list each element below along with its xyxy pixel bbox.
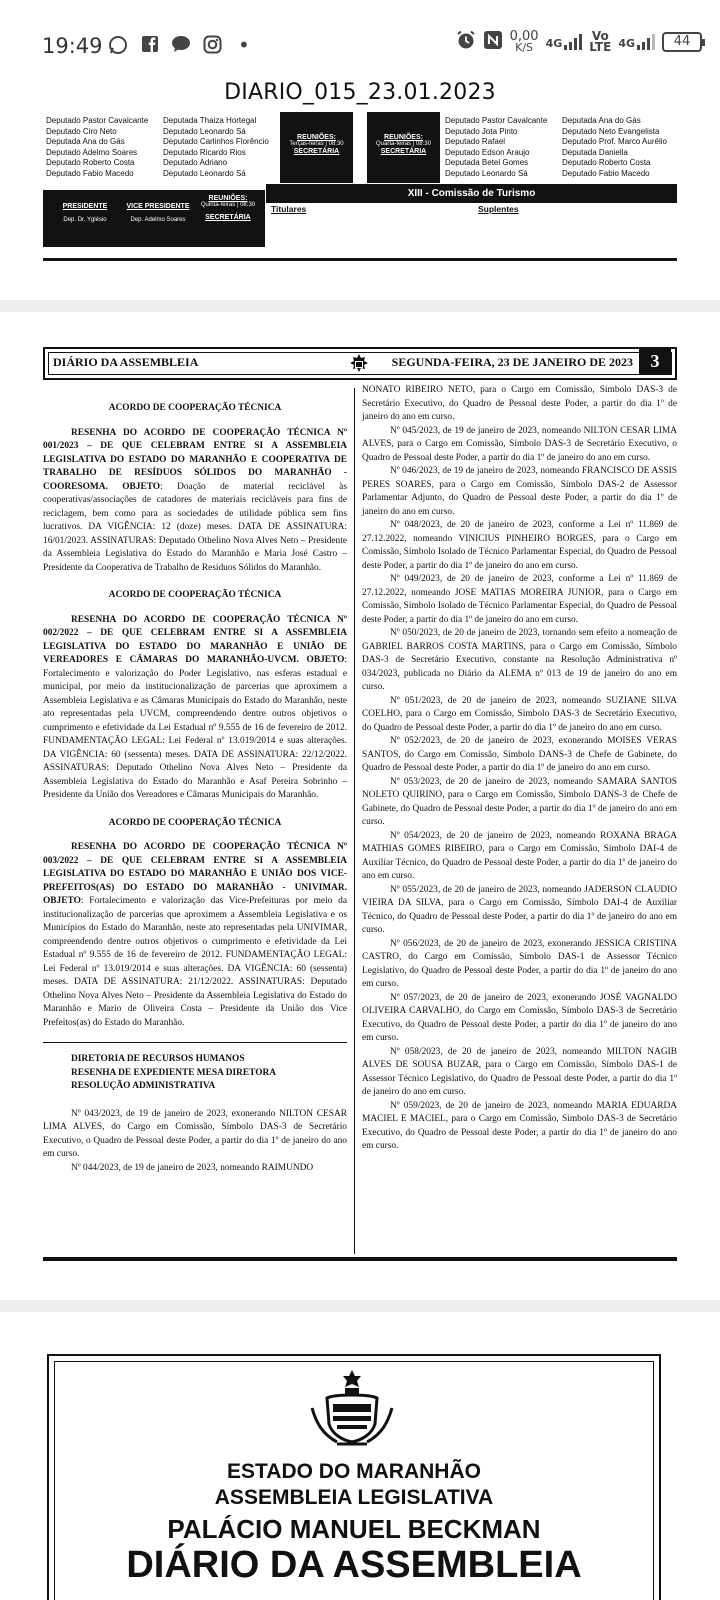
clock: 19:49 bbox=[42, 34, 103, 58]
masthead-frame bbox=[47, 1354, 661, 1600]
section-title-2: ACORDO DE COOPERAÇÃO TÉCNICA bbox=[108, 590, 282, 600]
deputies-col-c: Deputado Pastor Cavalcante Deputado Jota Pinto Deputado Rafael Deputado Edson Araujo Deputada Betel Gomes Deputado Leonardo Sá bbox=[445, 116, 548, 178]
chat-icon bbox=[171, 35, 191, 57]
page-gap bbox=[0, 300, 720, 312]
signal-1: 4G bbox=[546, 34, 583, 50]
whatsapp-icon bbox=[108, 35, 128, 59]
pdf-page-2-fragment bbox=[0, 112, 720, 300]
facebook-icon bbox=[141, 35, 159, 57]
status-right bbox=[456, 30, 702, 54]
hr-heading-1: DIRETORIA DE RECURSOS HUMANOS bbox=[71, 1054, 245, 1064]
resolution-049: Nº 049/2023, de 20 de janeiro de 2023, conforme a Lei nº 11.869 de 27.12.2022, nomeando JOSE MATIAS MOREIRA JUNIOR, para o Cargo em Comissão, Símbolo Isolado de Técnico Parlamentar Especial, do Quadro de Pessoal deste Poder, a partir do dia 1º de janeiro do ano em curso. bbox=[362, 574, 677, 625]
page-bottom-rule bbox=[43, 258, 677, 261]
agreement-002: RESENHA DO ACORDO DE COOPERAÇÃO TÉCNICA Nº 002/2022 – DE QUE CELEBRAM ENTRE SI A ASSEMBLEIA LEGISLATIVA DO ESTADO DO MARANHÃO E UNIÃO DE VEREADORES E CÂMARAS DO MARANHÃO-UVCM. OBJETO: Fortalecimento e valorização do Poder Legislativo, nas esferas estadual e municipal, por meio da institucionalização de parcerias que aproximem a Assembleia Legislativa e as Câmaras Municipais do Estado do Maranhão, neste ato representadas pela UVCM, compreendendo dentre outros objetivos o cumprimento e efetividade da Lei Estadual nº 9.555 de 16 de fevereiro de 2012. FUNDAMENTAÇÃO LEGAL: Lei Federal nº 13.019/2014 e suas alterações. DA VIGÊNCIA: 60 (sessenta) meses. DATA DE ASSINATURA: 22/12/2022. ASSINATURAS: Deputado Othelino Nova Alves Neto – Presidente da Assembleia Legislativa do Estado do Maranhão e Asaf Pereira Sobrinho – Presidente da União dos Vereadores e Câmaras Municipais do Maranhão. bbox=[43, 614, 347, 800]
resolution-044-cont: NONATO RIBEIRO NETO, para o Cargo em Comissão, Símbolo DAS-3 de Secretário Executivo, do Quadro de Pessoal deste Poder, a partir do dia 1º de janeiro do ano em curso. bbox=[362, 385, 677, 422]
section-title-1: ACORDO DE COOPERAÇÃO TÉCNICA bbox=[108, 403, 282, 413]
masthead-journal: DIÁRIO DA ASSEMBLEIA bbox=[126, 1544, 582, 1586]
resolution-059: Nº 059/2023, de 20 de janeiro de 2023, nomeando MARIA EDUARDA MACIEL E MACIEL, para o Cargo em Comissão, Símbolo DAS-3 de Secretário Executivo, do Quadro de Pessoal deste Poder, a partir do dia 1º de janeiro do ano em curso. bbox=[362, 1100, 677, 1151]
coat-of-arms-icon bbox=[348, 353, 370, 379]
alarm-icon bbox=[456, 30, 476, 54]
committee-board-box: PRESIDENTE Dep. Dr. Yglésio VICE PRESIDENTE Dep. Adelmo Soares REUNIÕES: Quinta-feiras | 08:30 SECRETÁRIA bbox=[43, 190, 265, 247]
resolution-057: Nº 057/2023, de 20 de janeiro de 2023, exonerando JOSÉ VAGNALDO OLIVEIRA CARVALHO, do Cargo em Comissão, Símbolo DAS-3 de Secretário Executivo, do Quadro de Pessoal deste Poder, a partir do dia 1º de janeiro do ano em curso. bbox=[362, 992, 677, 1043]
deputies-col-a: Deputado Pastor Cavalcante Deputado Ciro Neto Deputada Ana do Gás Deputado Adelmo Soares Deputado Roberto Costa Deputado Fabio Macedo bbox=[46, 116, 149, 178]
document-title: DIARIO_015_23.01.2023 bbox=[224, 80, 496, 105]
resolution-054: Nº 054/2023, de 20 de janeiro de 2023, nomeando ROXANA BRAGA MATHIAS GOMES RIBEIRO, para o Cargo em Comissão, Símbolo DAI-4 de Auxiliar Técnico, do Quadro de Pessoal deste Poder, a partir do dia 1º de janeiro do ano em curso. bbox=[362, 830, 677, 881]
column-divider bbox=[354, 388, 355, 1254]
resolution-052: Nº 052/2023, de 20 de janeiro de 2023, exonerando MOISES VERAS SANTOS, do Cargo em Comissão, Símbolo DANS-3 de Chefe de Gabinete, do Quadro de Pessoal deste Poder, a partir do dia 1º de janeiro do ano em curso. bbox=[362, 736, 677, 773]
resolution-058: Nº 058/2023, de 20 de janeiro de 2023, nomeando MILTON NAGIB ALVES DE SOUSA BUZAR, para o Cargo em Comissão, Símbolo DAS-1 de Assessor Técnico Legislativo, do Quadro de Pessoal deste Poder, a partir do dia 1º de janeiro do ano em curso. bbox=[362, 1046, 677, 1097]
status-bar bbox=[0, 0, 720, 92]
page-footer-rule bbox=[43, 1257, 677, 1261]
pdf-page-4-fragment bbox=[0, 1312, 720, 1600]
suplentes-label: Suplentes bbox=[478, 204, 519, 214]
nfc-icon bbox=[483, 30, 503, 54]
net-speed: 0,00 K/S bbox=[509, 29, 539, 54]
dot-icon: • bbox=[238, 33, 250, 57]
page-number: 3 bbox=[639, 349, 671, 374]
resolution-050: Nº 050/2023, de 20 de janeiro de 2023, tornando sem efeito a nomeação de GABRIEL BARROS COSTA MARTINS, para o Cargo em Comissão, Símbolo DAS-3 de Secretário Executivo, constante na Resolução Administrativa nº 034/2023, publicada no Diário da ALEMA nº 013 de 19 de janeiro do ano em curso. bbox=[362, 628, 677, 692]
battery-indicator: 44 bbox=[662, 32, 702, 52]
resolution-053: Nº 053/2023, de 20 de janeiro de 2023, nomeando SAMARA SANTOS NOLETO QUIRINO, para o Cargo em Comissão, Símbolo DANS-3 de Chefe de Gabinete, do Quadro de Pessoal deste Poder, a partir do dia 1º de janeiro do ano em curso. bbox=[362, 776, 677, 827]
titulares-label: Titulares bbox=[271, 204, 307, 214]
committee-title-bar: XIII - Comissão de Turismo bbox=[266, 184, 677, 203]
meeting-box-1: REUNIÕES: Terças-feiras | 08:30 SECRETÁRIA bbox=[280, 112, 353, 183]
header-journal-name: DIÁRIO DA ASSEMBLEIA bbox=[53, 355, 199, 369]
section-title-3: ACORDO DE COOPERAÇÃO TÉCNICA bbox=[108, 817, 282, 828]
masthead-palace: PALÁCIO MANUEL BECKMAN bbox=[167, 1514, 541, 1544]
resolution-045: Nº 045/2023, de 19 de janeiro de 2023, nomeando NILTON CESAR LIMA ALVES, para o Cargo em Comissão, Símbolo DAS-3 de Secretário Executivo, o Quadro de Pessoal deste Poder, a partir do dia 1º de janeiro do ano em curso. bbox=[362, 425, 677, 463]
resolution-048: Nº 048/2023, de 20 de janeiro de 2023, conforme a Lei nº 11.869 de 27.12.2022, nomeando VINICIUS PINHEIRO BORGES, para o Cargo em Comissão, Símbolo Isolado de Técnico Parlamentar Especial, do Quadro de Pessoal deste Poder, a partir do dia 1º de janeiro do ano em curso. bbox=[362, 520, 677, 571]
instagram-icon bbox=[203, 35, 222, 58]
state-coat-of-arms-icon bbox=[307, 1368, 397, 1454]
page-header bbox=[43, 347, 677, 380]
masthead-assembly: ASSEMBLEIA LEGISLATIVA bbox=[214, 1486, 494, 1509]
right-column bbox=[362, 384, 677, 1154]
meeting-box-2: REUNIÕES: Quarta-feiras | 08:30 SECRETÁRIA bbox=[367, 112, 440, 183]
agreement-001: RESENHA DO ACORDO DE COOPERAÇÃO TÉCNICA Nº 001/2023 – DE QUE CELEBRAM ENTRE SI A ASSEMBLEIA LEGISLATIVA DO ESTADO DO MARANHÃO E COOPERATIVA DE TRABALHO DE RESÍDUOS SÓLIDOS DO MARANHÃO - COORESOMA. OBJETO: Doação de material reciclável às cooperativas/associações de catadores de materiais recicláveis para fins de reciclagem, bem como para as sociedades de utilidade pública sem fins lucrativos. DA VIGÊNCIA: 12 (doze) meses. DATA DE ASSINATURA: 16/01/2023. ASSINATURAS: Deputado Othelino Nova Alves Neto – Presidente da Assembleia Legislativa do Estado do Maranhão e Maria José Castro – Presidente da Cooperativa de Trabalho de Resíduos Sólidos do Maranhão. bbox=[43, 427, 347, 573]
signal-2: 4G bbox=[618, 34, 655, 50]
pdf-page-3 bbox=[0, 312, 720, 1300]
resolution-046: Nº 046/2023, de 19 de janeiro de 2023, nomeando FRANCISCO DE ASSIS PERES SOARES, para o Cargo em Comissão, Símbolo DAS-2 de Assessor Parlamentar Adjunto, do Quadro de Pessoal deste Poder, a partir do dia 1º de janeiro do ano em curso. bbox=[362, 466, 677, 517]
deputies-col-b: Deputada Thaiza Hortegal Deputado Leonardo Sá Deputado Carlinhos Florêncio Deputado Ricardo Rios Deputado Adriano Deputado Leonardo Sá bbox=[163, 116, 269, 178]
hr-heading-3: RESOLUÇÃO ADMINISTRATIVA bbox=[71, 1081, 216, 1091]
header-date: SEGUNDA-FEIRA, 23 DE JANEIRO DE 2023 bbox=[391, 355, 633, 369]
resolution-056: Nº 056/2023, de 20 de janeiro de 2023, exonerando JESSICA CRISTINA CASTRO, do Cargo em Comissão, Símbolo DAS-1 de Assessor Técnico Legislativo, do Quadro de Pessoal deste Poder, a partir do dia 1º de janeiro do ano em curso. bbox=[362, 938, 677, 989]
volte-indicator: Vo LTE bbox=[589, 29, 612, 54]
masthead-state: ESTADO DO MARANHÃO bbox=[227, 1460, 481, 1483]
left-column bbox=[43, 388, 347, 1175]
resolution-044: Nº 044/2023, de 19 de janeiro de 2023, nomeando RAIMUNDO bbox=[71, 1162, 314, 1173]
agreement-003: RESENHA DO ACORDO DE COOPERAÇÃO TÉCNICA Nº 003/2022 – DE QUE CELEBRAM ENTRE SI A ASSEMBLEIA LEGISLATIVA DO ESTADO DO MARANHÃO E UNIÃO DOS VICE-PREFEITOS(AS) DO ESTADO DO MARANHÃO - UNIVIMAR. OBJETO: Fortalecimento e valorização das Vice-Prefeituras por meio da institucionalização de parcerias que aproximem a Assembleia Legislativa e os Municípios do Estado do Maranhão, neste ato representadas pela UNIVIMAR, compreendendo dentre outros objetivos o cumprimento e efetividade da Lei Estadual nº 9.555 de 16 de fevereiro de 2012. FUNDAMENTAÇÃO LEGAL: Lei Federal nº 13.019/2014 e suas alterações. DA VIGÊNCIA: 60 (sessenta) meses. DATA DE ASSINATURA: 21/12/2022. ASSINATURAS: Deputado Othelino Nova Alves Neto – Presidente da Assembleia Legislativa do Estado do Maranhão e Mario de Oliveira Costa – Presidente da União dos Vice Prefeitos(as) do Estado do Maranhão. bbox=[43, 842, 347, 1028]
deputies-col-d: Deputada Ana do Gás Deputado Neto Evangelista Deputado Prof. Marco Aurélio Deputada Daniella Deputado Roberto Costa Deputado Fabio Macedo bbox=[562, 116, 667, 178]
resolution-043: Nº 043/2023, de 19 de janeiro de 2023, exonerando NILTON CESAR LIMA ALVES, do Cargo em Comissão, Símbolo DAS-3 de Secretário Executivo, o Quadro de Pessoal deste Poder, a partir do dia 1º de janeiro do ano em curso. bbox=[43, 1108, 347, 1159]
hr-heading-2: RESENHA DE EXPEDIENTE MESA DIRETORA bbox=[71, 1067, 277, 1078]
resolution-051: Nº 051/2023, de 20 de janeiro de 2023, nomeando SUZIANE SILVA COELHO, para o Cargo em Comissão, Símbolo DAS-3 de Secretário Executivo, do Quadro de Pessoal deste Poder, a partir do dia 1º de janeiro do ano em curso. bbox=[362, 695, 677, 733]
resolution-055: Nº 055/2023, de 20 de janeiro de 2023, nomeando JADERSON CLAUDIO VIEIRA DA SILVA, para o Cargo em Comissão, Símbolo DAI-4 de Auxiliar Técnico, do Quadro de Pessoal deste Poder, a partir do dia 1º de janeiro do ano em curso. bbox=[362, 884, 677, 935]
page-gap-2 bbox=[0, 1300, 720, 1312]
